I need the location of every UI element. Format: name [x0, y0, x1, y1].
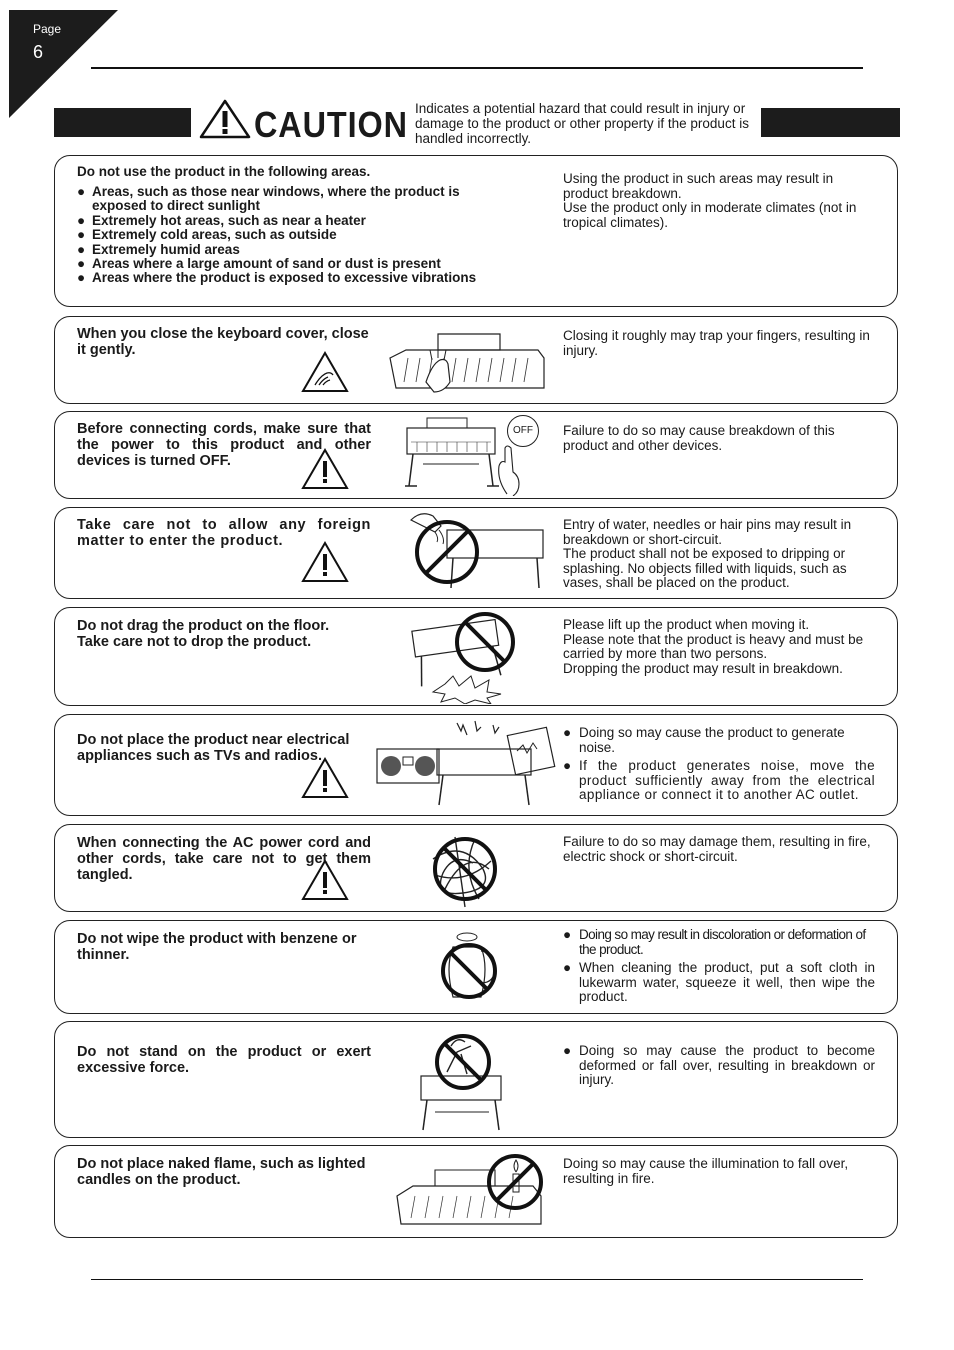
list-item: ● Extremely humid areas: [77, 243, 497, 257]
section-stand-force: [54, 1021, 898, 1138]
list-item: ● Doing so may result in discoloration or deformation of the product.: [563, 928, 875, 957]
no-liquids-illustration: [407, 510, 557, 596]
section-electrical-appliances: [54, 714, 898, 816]
section-lead: Do not place naked flame, such as lighted candles on the product.: [77, 1156, 366, 1188]
section-cords-tangled: [54, 824, 898, 912]
list-item: ● Doing so may cause the product to generate noise.: [563, 726, 875, 755]
section-note: Doing so may cause the illumination to fall over, resulting in fire.: [563, 1156, 849, 1186]
section-naked-flame: [54, 1145, 898, 1238]
section-note: Please lift up the product when moving it. Please note that the product is heavy and must be carried by more than two persons. Dropping the product may result in breakdown.: [563, 617, 864, 676]
list-item: ● Extremely hot areas, such as near a heater: [77, 214, 497, 228]
page-label: Page: [33, 22, 62, 36]
section-lead: When you close the keyboard cover, close it gently.: [77, 326, 369, 358]
section-foreign-matter: [54, 507, 898, 599]
appliances-noise-illustration: [375, 719, 557, 811]
section-lead: When connecting the AC power cord and other cords, take care not to get them tangled.: [77, 835, 371, 883]
section-lead: Take care not to allow any foreign matter to enter the product.: [77, 517, 371, 549]
piano-keyboard-cover-illustration: [388, 330, 548, 398]
list-item: ● Doing so may cause the product to become deformed or fall over, resulting in breakdown or injury.: [563, 1044, 875, 1088]
section-keyboard-cover: [54, 316, 898, 404]
header-bar-left: [54, 108, 191, 137]
caution-description: Indicates a potential hazard that could result in injury or damage to the product or other property if the product is handled incorrectly.: [415, 101, 749, 146]
list-item: ● Areas, such as those near windows, where the product is exposed to direct sunlight: [77, 185, 497, 214]
list-item: ● When cleaning the product, put a soft cloth in lukewarm water, squeeze it well, then wipe the product.: [563, 961, 875, 1005]
warning-triangle-icon: [301, 541, 349, 583]
hand-warning-icon: [301, 351, 349, 393]
top-rule: [91, 67, 863, 69]
section-note: Using the product in such areas may result in product breakdown. Use the product only in moderate climates (not in tropical climates).: [563, 171, 857, 230]
no-benzene-illustration: [439, 927, 509, 1009]
section-power-off: [54, 411, 898, 499]
warning-triangle-icon: [301, 859, 349, 901]
no-standing-illustration: [417, 1032, 517, 1134]
section-areas: [54, 155, 898, 307]
section-lead: Do not place the product near electrical appliances such as TVs and radios.: [77, 732, 350, 764]
tangled-cords-illustration: [425, 829, 505, 909]
section-lead: Do not stand on the product or exert excessive force.: [77, 1044, 371, 1076]
section-lead: Before connecting cords, make sure that the power to this product and other devices is turned OFF.: [77, 421, 371, 469]
list-item: ● Areas where the product is exposed to excessive vibrations: [77, 271, 497, 285]
section-benzene: [54, 920, 898, 1014]
section-note: Entry of water, needles or hair pins may result in breakdown or short-circuit. The product shall not be exposed to dripping or splashing. No objects filled with liquids, such as vases, shall be placed on the product.: [563, 517, 852, 591]
section-note: Closing it roughly may trap your fingers, resulting in injury.: [563, 328, 870, 358]
header-bar-right: [761, 108, 900, 137]
section-notes: [563, 928, 875, 1009]
list-item: ● Areas where a large amount of sand or dust is present: [77, 257, 497, 271]
page-corner-tab: [0, 0, 120, 120]
caution-title: CAUTION: [254, 104, 408, 145]
section-notes: [563, 726, 875, 807]
section-note: Failure to do so may damage them, resulting in fire, electric shock or short-circuit.: [563, 834, 871, 864]
warning-triangle-icon: [301, 448, 349, 490]
page-number: 6: [33, 42, 44, 62]
section-note: Failure to do so may cause breakdown of this product and other devices.: [563, 423, 835, 453]
list-item: ● If the product generates noise, move the product sufficiently away from the electrical appliance or connect it to another AC outlet.: [563, 759, 875, 803]
section-notes: [563, 1044, 875, 1092]
list-item: ● Extremely cold areas, such as outside: [77, 228, 497, 242]
section-lead: Do not drag the product on the floor. Take care not to drop the product.: [77, 618, 330, 650]
no-candles-illustration: [395, 1154, 545, 1234]
warning-triangle-icon: [301, 757, 349, 799]
section-drag-drop: [54, 607, 898, 706]
off-switch-icon: OFF: [507, 415, 539, 447]
section-lead: Do not use the product in the following areas.: [77, 164, 371, 179]
caution-triangle-icon: [199, 99, 251, 139]
section-lead: Do not wipe the product with benzene or thinner.: [77, 931, 357, 963]
bottom-rule: [91, 1279, 863, 1280]
area-bullet-list: [77, 185, 497, 286]
no-dragging-illustration: [405, 610, 535, 704]
